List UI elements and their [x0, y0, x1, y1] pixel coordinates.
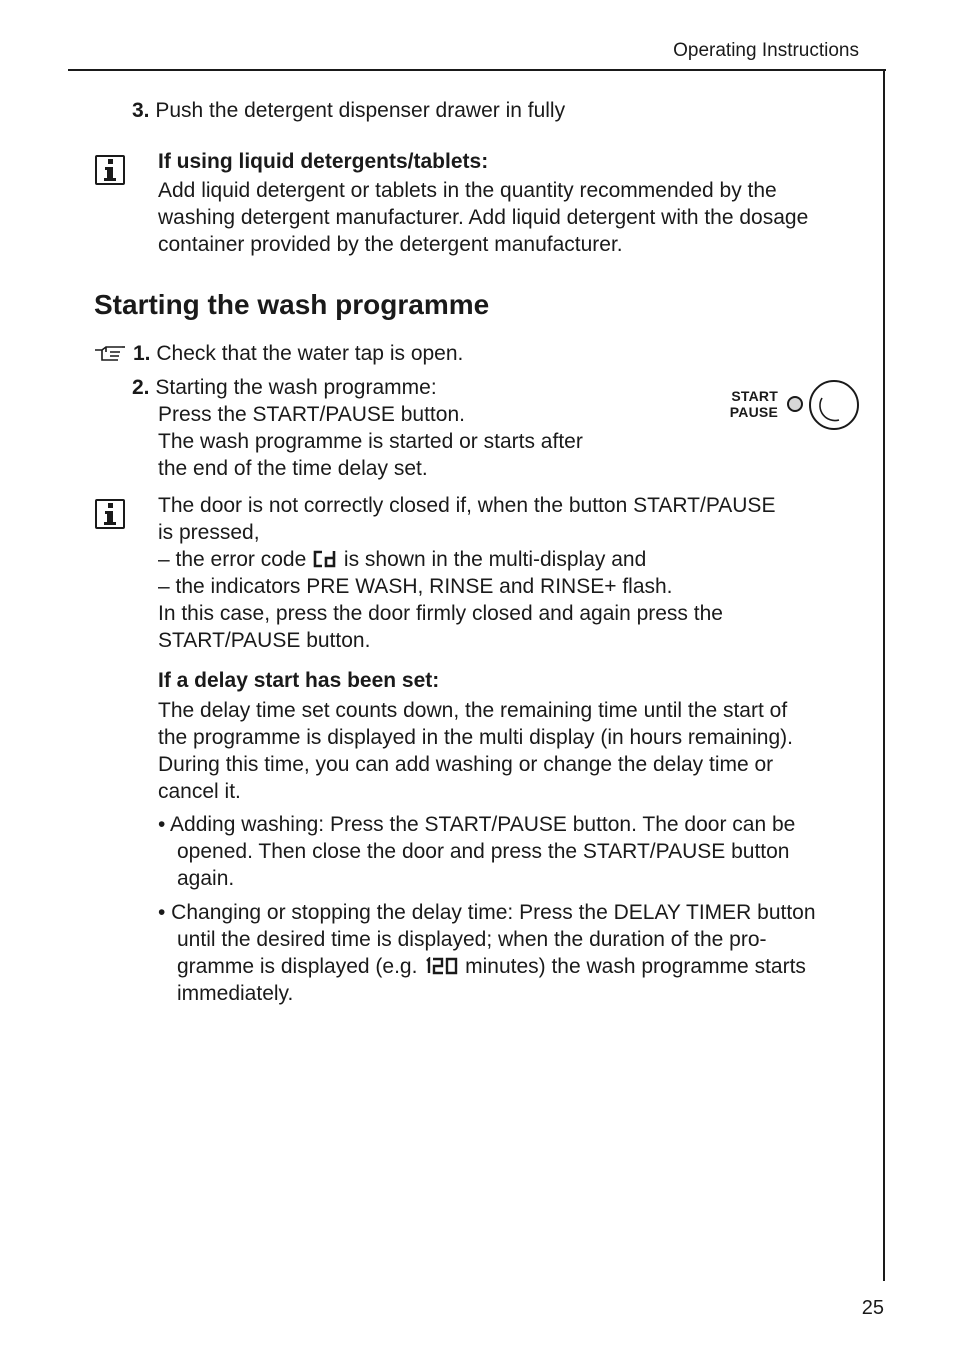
pause-label: PAUSE: [729, 404, 778, 420]
info-line: The door is not correctly closed if, when the button START/PAUSE: [158, 494, 776, 517]
step-text: Check that the water tap is open.: [156, 342, 464, 365]
info-line: container provided by the detergent manufacturer.: [158, 233, 623, 256]
delay-title: If a delay start has been set:: [158, 669, 440, 692]
step-number: 2.: [132, 376, 150, 399]
delay-line: the programme is displayed in the multi display (in hours remaining).: [158, 726, 793, 749]
step-number: 3.: [132, 99, 150, 122]
delay-line: During this time, you can add washing or change the delay time or: [158, 753, 774, 776]
bullet-line-duration: [177, 953, 806, 982]
step-1: [133, 340, 463, 367]
bullet-line: opened. Then close the door and press the START/PAUSE button: [177, 840, 790, 863]
delay-line: The delay time set counts down, the remaining time until the start of: [158, 699, 788, 722]
bullet-item: • Adding washing: Press the START/PAUSE button. The door can be: [158, 813, 796, 836]
step-text: The wash programme is started or starts after: [158, 430, 583, 453]
bullet-line: until the desired time is displayed; when the duration of the pro-: [177, 928, 767, 951]
text: gramme is displayed (e.g.: [177, 955, 424, 978]
step-text: the end of the time delay set.: [158, 457, 428, 480]
step-2: [132, 374, 437, 401]
info-line-error-code: [158, 546, 646, 575]
info-icon: [95, 499, 125, 529]
page-number: 25: [861, 1297, 884, 1319]
pointing-hand-icon: [94, 344, 128, 364]
step-number: 1.: [133, 342, 151, 365]
error-code-display: [312, 548, 338, 575]
text: minutes) the wash programme starts: [459, 955, 806, 978]
info-title: If using liquid detergents/tablets:: [158, 150, 489, 173]
section-heading: Starting the wash programme: [94, 289, 490, 320]
step-text: Push the detergent dispenser drawer in fully: [155, 99, 566, 122]
start-pause-label: [728, 388, 778, 420]
info-line: – the indicators PRE WASH, RINSE and RINSE+ flash.: [158, 575, 673, 598]
info-line: START/PAUSE button.: [158, 629, 371, 652]
bullet-item: • Changing or stopping the delay time: Press the DELAY TIMER button: [158, 901, 816, 924]
bullet-line: immediately.: [177, 982, 294, 1005]
info-line: In this case, press the door firmly closed and again press the: [158, 602, 723, 625]
text: is shown in the multi-display and: [338, 548, 647, 571]
step-3: [132, 97, 565, 124]
step-text: Starting the wash programme:: [155, 376, 437, 399]
header-rule: [68, 69, 886, 71]
info-line: Add liquid detergent or tablets in the quantity recommended by the: [158, 179, 777, 202]
margin-rule: [883, 69, 885, 1281]
delay-line: cancel it.: [158, 780, 241, 803]
running-header: Operating Instructions: [673, 40, 859, 61]
info-line: washing detergent manufacturer. Add liquid detergent with the dosage: [158, 206, 809, 229]
info-line: is pressed,: [158, 521, 260, 544]
info-icon: [95, 155, 125, 185]
step-text: Press the START/PAUSE button.: [158, 403, 465, 426]
text: – the error code: [158, 548, 313, 571]
duration-display: [423, 955, 459, 982]
bullet-line: again.: [177, 867, 235, 890]
start-label: START: [731, 388, 778, 404]
start-pause-knob-icon: [809, 380, 859, 430]
start-pause-indicator-lamp: [787, 396, 803, 412]
